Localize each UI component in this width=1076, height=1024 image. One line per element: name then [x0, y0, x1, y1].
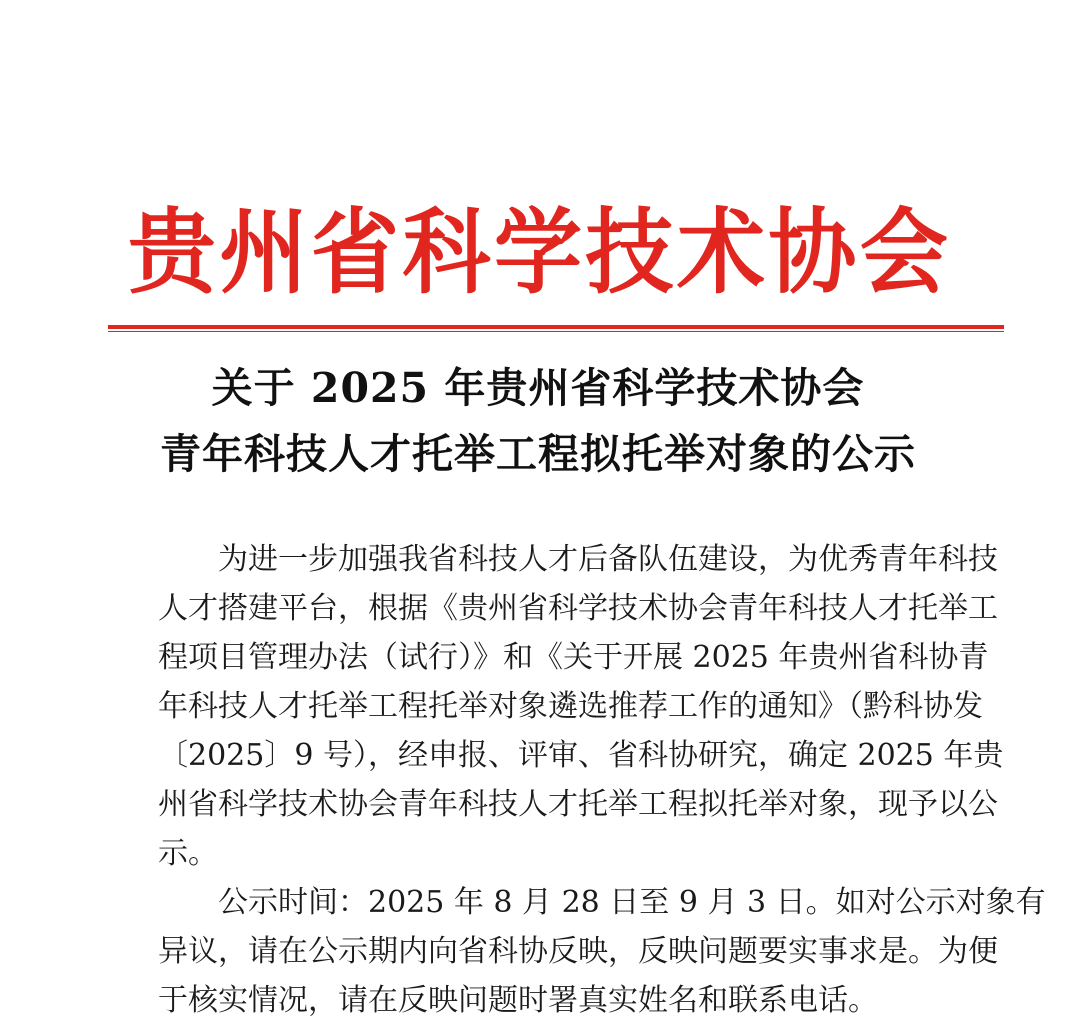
masthead-char: 学	[493, 197, 582, 307]
red-divider-thin	[108, 331, 1004, 332]
paragraph-1-line: 程项目管理办法（试行）》和《关于开展 2025 年贵州省科协青	[158, 640, 989, 675]
masthead-char: 省	[310, 197, 399, 307]
masthead-char: 科	[402, 197, 491, 307]
document-title-line-2: 青年科技人才托举工程拟托举对象的公示	[160, 430, 916, 478]
paragraph-2-line: 于核实情况，请在反映问题时署真实姓名和联系电话。	[158, 983, 878, 1018]
masthead-char: 术	[676, 197, 765, 307]
masthead-title	[128, 197, 948, 307]
paragraph-1-line: 年科技人才托举工程托举对象遴选推荐工作的通知》（黔科协发	[158, 689, 983, 724]
masthead-char: 技	[585, 197, 674, 307]
masthead-char: 贵	[128, 197, 217, 307]
paragraph-2-line: 异议，请在公示期内向省科协反映，反映问题要实事求是。为便	[158, 934, 998, 969]
paragraph-1-line: 示。	[158, 836, 218, 871]
masthead-char: 州	[219, 197, 308, 307]
paragraph-1-line: 州省科学技术协会青年科技人才托举工程拟托举对象，现予以公	[158, 787, 998, 822]
paragraph-1-line: 〔2025〕9 号），经申报、评审、省科协研究，确定 2025 年贵	[158, 738, 1004, 773]
paragraph-2-line: 公示时间：2025 年 8 月 28 日至 9 月 3 日。如对公示对象有	[218, 885, 1046, 920]
paragraph-1-line: 人才搭建平台，根据《贵州省科学技术协会青年科技人才托举工	[158, 591, 998, 626]
masthead-char: 会	[859, 197, 948, 307]
paragraph-1-line: 为进一步加强我省科技人才后备队伍建设，为优秀青年科技	[218, 542, 998, 577]
red-divider-thick	[108, 325, 1004, 329]
masthead-char: 协	[768, 197, 857, 307]
document-title-line-1: 关于 2025 年贵州省科学技术协会	[211, 364, 865, 412]
